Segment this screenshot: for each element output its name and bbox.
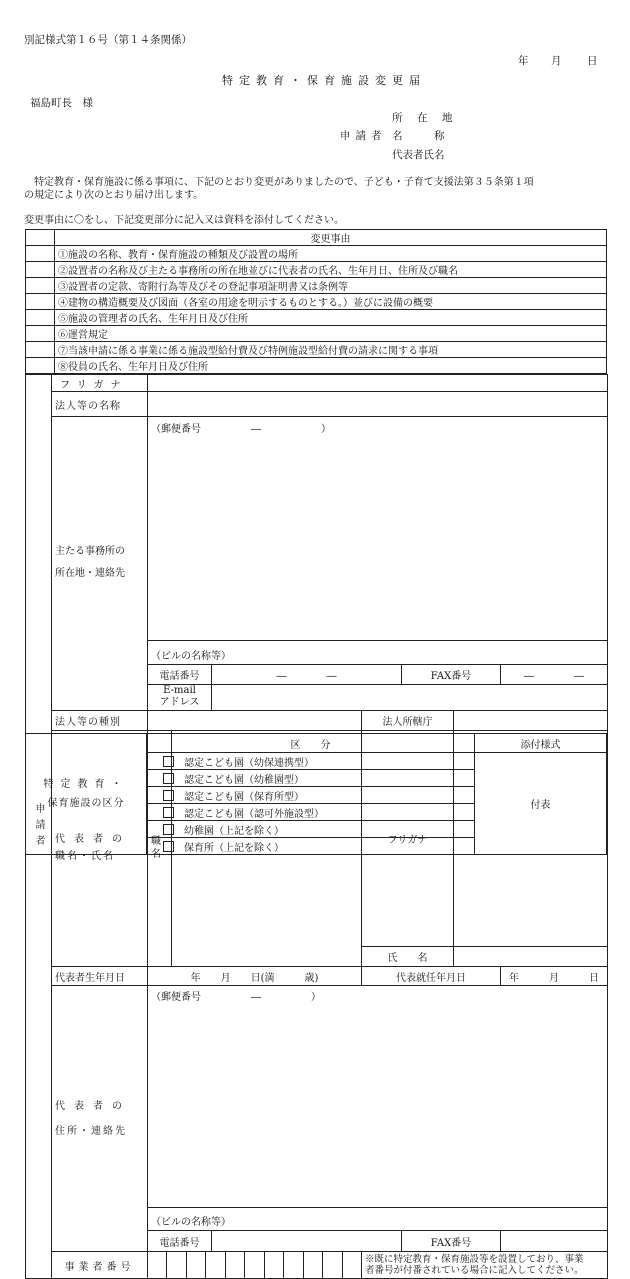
- facility-table: [25, 733, 607, 855]
- office-label-line-1: 主たる事務所の: [55, 541, 144, 563]
- facility-option-2-label: 認定こども園（幼稚園型）: [184, 775, 304, 786]
- office-label: [52, 417, 148, 711]
- biz-no-input[interactable]: [148, 1252, 362, 1279]
- addressee: 福島町長 様: [30, 98, 93, 109]
- reason-mark-6[interactable]: [26, 326, 55, 342]
- facility-option-4[interactable]: [147, 804, 475, 821]
- facility-option-1-label: 認定こども園（幼保連携型）: [184, 758, 314, 769]
- office-label-line-2: 所在地・連絡先: [55, 563, 144, 585]
- checkbox-4[interactable]: [163, 807, 174, 818]
- checkbox-1[interactable]: [163, 756, 174, 767]
- change-reasons-table: [25, 229, 607, 374]
- corp-type-label: 法人等の種別: [52, 710, 148, 730]
- facility-attach-value: 付表: [475, 753, 607, 855]
- rep-addr-label: [52, 986, 148, 1252]
- facility-option-3[interactable]: [147, 787, 475, 804]
- job-label-line-2: 名: [151, 848, 168, 861]
- corp-office-label: 法人所轄庁: [362, 710, 454, 730]
- reason-mark-4[interactable]: [26, 294, 55, 310]
- reason-3: ③設置者の定款、寄附行為等及びその登記事項証明書又は条例等: [55, 278, 607, 294]
- office-fax-input[interactable]: ― ―: [501, 664, 608, 684]
- checkbox-3[interactable]: [163, 790, 174, 801]
- facility-option-3-label: 認定こども園（保育所型）: [184, 792, 304, 803]
- form-id: 別記様式第１６号（第１４条関係）: [24, 35, 192, 46]
- rep-addr-label-line-2: [55, 1119, 144, 1144]
- checkbox-2[interactable]: [163, 773, 174, 784]
- applicant-label: 申請者: [340, 131, 387, 142]
- biz-no-note-line-2: [365, 1265, 604, 1276]
- facility-label-line-1: 特定教育・: [29, 775, 143, 794]
- rep-label-line-2: 職名・氏名: [55, 848, 144, 865]
- facility-category-header: 区 分: [147, 734, 475, 753]
- reason-2: ②設置者の名称及び主たる事務所の所在地並びに代表者の氏名、生年月日、住所及び職名: [55, 262, 607, 278]
- rep-furigana-label: フリガナ: [362, 730, 454, 947]
- reason-mark-5[interactable]: [26, 310, 55, 326]
- applicant-side-label: 申請者: [26, 375, 52, 1279]
- checkbox-5[interactable]: [163, 824, 174, 835]
- office-fax-label: FAX番号: [402, 664, 501, 684]
- date-month: 月: [551, 56, 562, 67]
- rep-start-input[interactable]: 年 月 日: [501, 967, 608, 986]
- facility-label: [26, 734, 147, 855]
- applicant-rep: 代表者氏名: [392, 150, 445, 161]
- rep-name-input[interactable]: [454, 947, 608, 967]
- facility-option-1[interactable]: [147, 753, 475, 770]
- rep-addr-label-line-1: [55, 1094, 144, 1119]
- reason-1: ①施設の名称、教育・保育施設の種類及び設置の場所: [55, 246, 607, 262]
- applicant-name: 名 称: [392, 131, 445, 142]
- furigana-input[interactable]: [148, 375, 608, 392]
- reason-8: ⑧役員の氏名、生年月日及び住所: [55, 358, 607, 374]
- email-label-line-2: アドレス: [151, 697, 208, 709]
- office-phone-label: 電話番号: [148, 664, 212, 684]
- rep-phone-input[interactable]: [212, 1231, 402, 1252]
- office-phone-input[interactable]: ― ―: [212, 664, 402, 684]
- biz-no-note: [362, 1252, 608, 1279]
- checkbox-6[interactable]: [163, 841, 174, 852]
- email-label: [148, 684, 212, 710]
- biz-no-label: [52, 1252, 148, 1279]
- office-postal[interactable]: （郵便番号 ― ）: [148, 417, 608, 641]
- reason-mark-7[interactable]: [26, 342, 55, 358]
- facility-option-5[interactable]: [147, 821, 475, 838]
- rep-birth-input[interactable]: 年 月 日(満 歳): [148, 967, 362, 986]
- page-title: 特定教育・保育施設変更届: [222, 75, 426, 86]
- facility-option-2[interactable]: [147, 770, 475, 787]
- reason-mark-3[interactable]: [26, 278, 55, 294]
- rep-phone-label: [148, 1231, 212, 1252]
- facility-option-6-label: 保育所（上記を除く）: [184, 843, 284, 854]
- body-text-line-2: の規定により次のとおり届け出します。: [24, 191, 203, 201]
- furigana-label: フリガナ: [52, 375, 148, 392]
- change-reasons-header: 変更事由: [55, 230, 607, 246]
- corp-office-input[interactable]: [454, 710, 608, 730]
- body-text-line-1: 特定教育・保育施設に係る事項に、下記のとおり変更がありましたので、子ども・子育て支援法第３５条第１項: [34, 178, 534, 188]
- reason-mark-1[interactable]: [26, 246, 55, 262]
- reason-5: ⑤施設の管理者の氏名、生年月日及び住所: [55, 310, 607, 326]
- rep-building[interactable]: [148, 1208, 608, 1231]
- biz-no-note-line-1: [365, 1254, 604, 1265]
- rep-start-label: 代表就任年月日: [362, 967, 501, 986]
- corp-type-input[interactable]: [148, 710, 362, 730]
- facility-label-line-2: 保育施設の区分: [29, 794, 143, 813]
- reason-6: ⑥運営規定: [55, 326, 607, 342]
- reason-mark-2[interactable]: [26, 262, 55, 278]
- email-label-line-1: E-mail: [151, 685, 208, 697]
- job-label-line-1: 職: [151, 835, 168, 848]
- office-building[interactable]: （ビルの名称等）: [148, 640, 608, 664]
- reason-mark-8[interactable]: [26, 358, 55, 374]
- facility-option-5-label: 幼稚園（上記を除く）: [184, 826, 284, 837]
- rep-fax-input[interactable]: [501, 1231, 608, 1252]
- facility-option-4-label: 認定こども園（認可外施設型）: [184, 809, 324, 820]
- date-day: 日: [587, 56, 598, 67]
- reason-7: ⑦当該申請に係る事業に係る施設型給付費及び特例施設型給付費の請求に関する事項: [55, 342, 607, 358]
- rep-fax-label: [402, 1231, 501, 1252]
- corp-name-label: 法人等の名称: [52, 392, 148, 417]
- reason-4: ④建物の構造概要及び図面（各室の用途を明示するものとする。）並びに設備の概要: [55, 294, 607, 310]
- corp-name-input[interactable]: [148, 392, 608, 417]
- date-year: 年: [518, 56, 529, 67]
- rep-birth-label: 代表者生年月日: [52, 967, 148, 986]
- facility-option-6[interactable]: [147, 838, 475, 855]
- rep-label-line-1: 代表者の: [55, 831, 144, 848]
- applicant-location: 所 在 地: [392, 113, 455, 124]
- instruction-text: 変更事由に〇をし、下記変更部分に記入又は資料を添付してください。: [24, 216, 344, 226]
- rep-name-label: 氏 名: [362, 947, 454, 967]
- email-input[interactable]: [212, 684, 608, 710]
- rep-postal[interactable]: （郵便番号 ― ）: [148, 986, 608, 1208]
- facility-attach-header: 添付様式: [475, 734, 607, 753]
